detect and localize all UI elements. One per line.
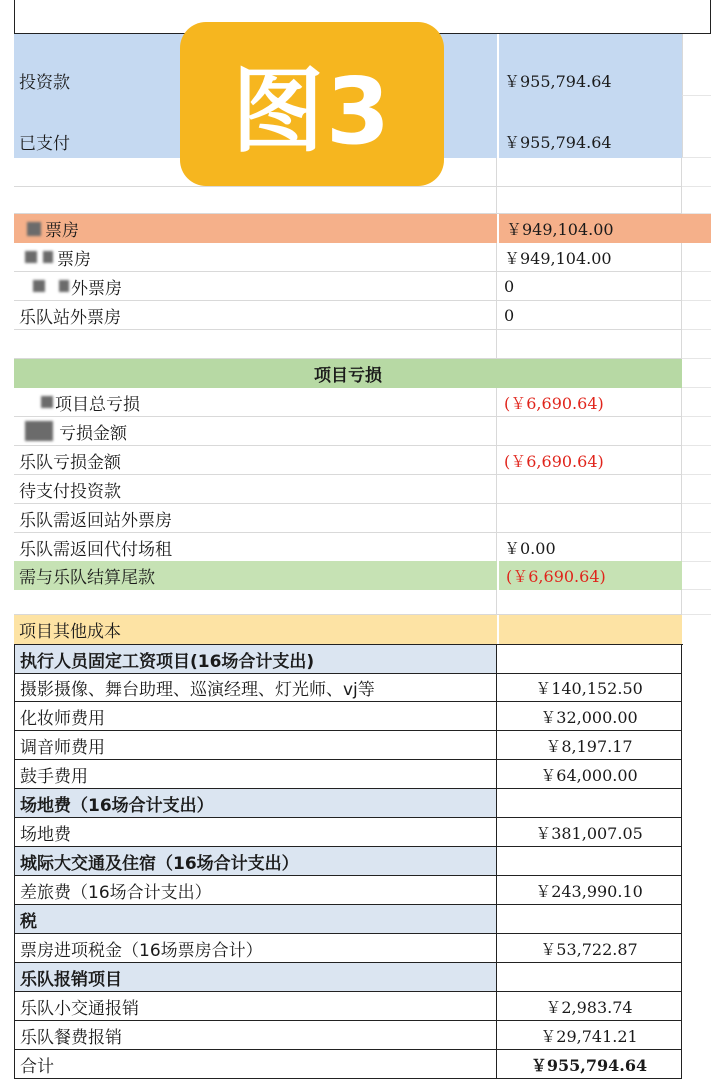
travel-section-header: 城际大交通及住宿（16场合计支出）	[14, 847, 497, 876]
drummer-label: 鼓手费用	[14, 760, 497, 789]
band-return-rent-value: ￥0.00	[497, 533, 682, 562]
travel-label: 差旅费（16场合计支出）	[14, 876, 497, 905]
redaction-mask	[25, 421, 53, 441]
travel-value: ￥243,990.10	[497, 876, 682, 905]
settlement-label: 需与乐队结算尾款	[14, 561, 497, 590]
redaction-mask	[43, 251, 53, 263]
row-band-outside	[14, 301, 711, 330]
settlement-value: (￥6,690.64)	[497, 561, 682, 590]
redaction-mask	[27, 222, 41, 236]
other-cost-label: 项目其他成本	[14, 615, 497, 644]
row-empty-2	[14, 187, 711, 214]
total-label: 合计	[14, 1050, 497, 1079]
party-loss-label: 亏损金额	[14, 417, 497, 446]
band-loss-value: (￥6,690.64)	[497, 446, 682, 475]
total-loss-label: 项目总亏损	[14, 388, 497, 417]
sound-engineer-value: ￥8,197.17	[497, 731, 682, 760]
redaction-mask	[59, 280, 69, 292]
venue-label: 场地费	[14, 818, 497, 847]
box-office-outside-value: 0	[497, 272, 682, 301]
pending-invest-label: 待支付投资款	[14, 475, 497, 504]
redaction-mask	[33, 280, 45, 292]
paid-value: ￥955,794.64	[504, 133, 612, 152]
band-loss-label: 乐队亏损金额	[14, 446, 497, 475]
meals-value: ￥29,741.21	[497, 1021, 682, 1050]
box-office-station-value: ￥949,104.00	[497, 243, 682, 272]
row-party-loss	[14, 417, 711, 446]
tax-label: 票房进项税金（16场票房合计）	[14, 934, 497, 963]
venue-value: ￥381,007.05	[497, 818, 682, 847]
box-office-total-value: ￥949,104.00	[497, 214, 682, 243]
tax-section-header: 税	[14, 905, 497, 934]
paid-label: 已支付	[19, 134, 70, 154]
loss-section-header: 项目亏损	[14, 359, 682, 388]
total-loss-value: (￥6,690.64)	[497, 388, 682, 417]
row-band-loss	[14, 446, 711, 475]
box-office-total-label: 票房	[14, 214, 497, 243]
row-drummer	[14, 760, 711, 789]
row-empty-4	[14, 590, 711, 615]
row-transport	[14, 992, 711, 1021]
row-box-office-total	[14, 214, 711, 243]
redaction-mask	[25, 251, 37, 263]
row-empty-3	[14, 330, 711, 359]
reimbursement-section-header: 乐队报销项目	[14, 963, 497, 992]
local-transport-value: ￥2,983.74	[497, 992, 682, 1021]
staff-crew-label: 摄影摄像、舞台助理、巡演经理、灯光师、vj等	[14, 673, 497, 702]
redaction-mask	[41, 396, 53, 408]
box-office-station-label: 票房	[14, 243, 497, 272]
row-band-return-rent	[14, 533, 711, 562]
makeup-value: ￥32,000.00	[497, 702, 682, 731]
row-other-cost-header	[14, 615, 711, 644]
figure-badge: 图3	[180, 22, 444, 186]
row-makeup	[14, 702, 711, 731]
box-office-outside-label: 外票房	[14, 272, 497, 301]
band-return-rent-label: 乐队需返回代付场租	[14, 533, 497, 562]
investment-value: ￥955,794.64	[504, 72, 612, 91]
row-box-office-station	[14, 243, 711, 272]
venue-section-header: 场地费（16场合计支出）	[14, 789, 497, 818]
row-staff-crew	[14, 673, 711, 702]
local-transport-label: 乐队小交通报销	[14, 992, 497, 1021]
staff-crew-value: ￥140,152.50	[497, 673, 682, 702]
row-travel	[14, 876, 711, 905]
row-tax-header	[14, 905, 711, 934]
sound-engineer-label: 调音师费用	[14, 731, 497, 760]
row-pending-invest	[14, 475, 711, 504]
row-travel-header	[14, 847, 711, 876]
row-venue-header	[14, 789, 711, 818]
drummer-value: ￥64,000.00	[497, 760, 682, 789]
row-reimb-header	[14, 963, 711, 992]
total-value: ￥955,794.64	[497, 1050, 682, 1079]
row-box-office-outside	[14, 272, 711, 301]
row-staff-header	[14, 644, 683, 674]
band-outside-label: 乐队站外票房	[14, 301, 497, 330]
staff-section-header: 执行人员固定工资项目(16场合计支出)	[14, 645, 497, 674]
row-loss-header	[14, 359, 711, 388]
row-band-return-outside	[14, 504, 711, 533]
row-total-loss	[14, 388, 711, 417]
row-settlement	[14, 561, 711, 590]
tax-value: ￥53,722.87	[497, 934, 682, 963]
meals-label: 乐队餐费报销	[14, 1021, 497, 1050]
makeup-label: 化妆师费用	[14, 702, 497, 731]
row-total	[14, 1050, 711, 1079]
band-return-outside-label: 乐队需返回站外票房	[14, 504, 497, 533]
investment-label: 投资款	[19, 73, 70, 93]
band-outside-value: 0	[497, 301, 682, 330]
row-sound	[14, 731, 711, 760]
row-tax	[14, 934, 711, 963]
row-venue	[14, 818, 711, 847]
row-meals	[14, 1021, 711, 1050]
